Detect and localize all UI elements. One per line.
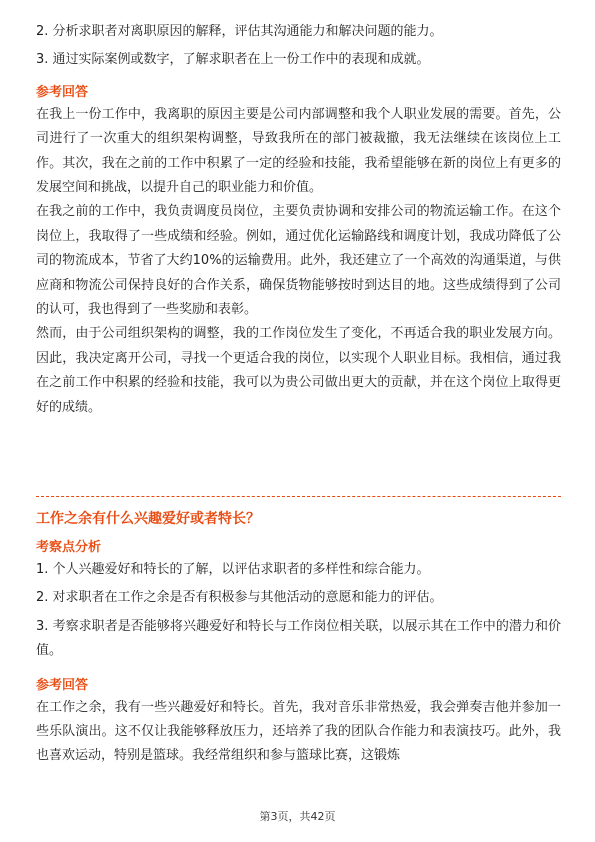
analysis-heading: 考察点分析 — [36, 540, 102, 555]
question-section — [36, 508, 561, 769]
analysis-point: 3. 通过实际案例或数字，了解求职者在上一份工作中的表现和成就。 — [36, 52, 430, 68]
answer-paragraph: 在我上一份工作中，我离职的原因主要是公司内部调整和我个人职业发展的需要。首先，公司进行了一次重大的组织架构调整，导致我所在的部门被裁撤，我无法继续在该岗位上工作。其次，我在之前的工作中积累了一定的经验和技能，我希望能够在新的岗位上有更多的发展空间和挑战，以提升自己的职业能力和价值。 — [36, 106, 561, 196]
answer-heading: 参考回答 — [36, 677, 89, 693]
analysis-point: 2. 对求职者在工作之余是否有积极参与其他活动的意愿和能力的评估。 — [36, 590, 443, 606]
section-divider — [36, 496, 561, 497]
answer-paragraph: 在我之前的工作中，我负责调度员岗位，主要负责协调和安排公司的物流运输工作。在这个岗位上，我取得了一些成绩和经验。例如，通过优化运输路线和调度计划，我成功降低了公司的物流成本，节省了大约10%的运输费用。此外，我还建立了一个高效的沟通渠道，与供应商和物流公司保持良好的合作关系，确保货物能够按时到达目的地。这些成绩得到了公司的认可，我也得到了一些奖励和表彰。 — [36, 204, 561, 318]
page-number: 第3页，共42页 — [259, 810, 336, 823]
answer-heading: 参考回答 — [36, 84, 89, 100]
question-title: 工作之余有什么兴趣爱好或者特长？ — [36, 511, 260, 527]
analysis-point: 2. 分析求职者对离职原因的解释，评估其沟通能力和解决问题的能力。 — [36, 24, 443, 39]
answer-paragraph: 然而，由于公司组织架构的调整，我的工作岗位发生了变化，不再适合我的职业发展方向。因此，我决定离开公司，寻找一个更适合我的岗位，以实现个人职业目标。我相信，通过我在之前工作中积累的经验和技能，我可以为贵公司做出更大的贡献，并在这个岗位上取得更好的成绩。 — [36, 326, 561, 415]
analysis-point: 3. 考察求职者是否能够将兴趣爱好和特长与工作岗位相关联，以展示其在工作中的潜力和价值。 — [36, 618, 561, 659]
document-page — [36, 20, 561, 420]
analysis-point: 1. 个人兴趣爱好和特长的了解，以评估求职者的多样性和综合能力。 — [36, 562, 430, 577]
answer-paragraph: 在工作之余，我有一些兴趣爱好和特长。首先，我对音乐非常热爱，我会弹奏吉他并参加一些乐队演出。这不仅让我能够释放压力，还培养了我的团队合作能力和表演技巧。此外，我也喜欢运动，特别是篮球。我经常组织和参与篮球比赛，这锻炼 — [36, 699, 561, 764]
